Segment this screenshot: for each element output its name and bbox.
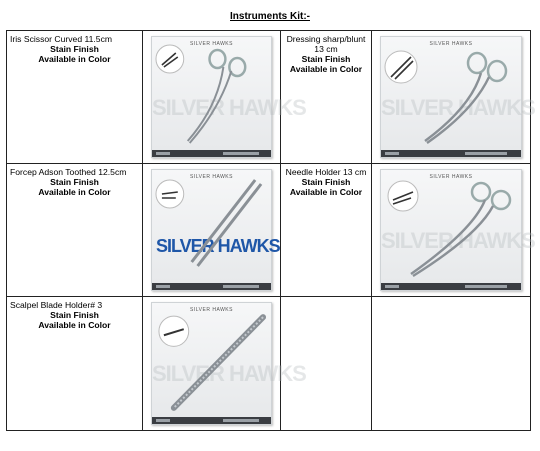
item-name: Forcep Adson Toothed 12.5cm (10, 167, 127, 177)
item-finish: Stain Finish (50, 44, 99, 54)
watermark: SILVER HAWKS (381, 94, 535, 120)
table-row (7, 31, 531, 164)
table-row (7, 164, 531, 297)
item-image-cell (143, 164, 281, 297)
watermark: SILVER HAWKS (152, 361, 306, 387)
item-color: Available in Color (38, 54, 111, 64)
brand-label: SILVER HAWKS (429, 41, 473, 47)
item-finish: Stain Finish (50, 177, 99, 187)
item-finish: Stain Finish (301, 177, 351, 187)
item-description (7, 31, 143, 164)
item-color: Available in Color (289, 64, 363, 74)
brand-label: SILVER HAWKS (190, 307, 233, 313)
brand-label: SILVER HAWKS (190, 174, 233, 180)
item-image-cell (143, 297, 306, 431)
item-finish: Stain Finish (50, 310, 99, 320)
item-finish: Stain Finish (301, 54, 351, 64)
watermark: SILVER HAWKS (381, 227, 535, 253)
item-color: Available in Color (289, 187, 363, 197)
item-description (7, 297, 143, 431)
empty-cell (372, 297, 531, 431)
item-name: Scalpel Blade Holder# 3 (10, 300, 103, 310)
item-name: Iris Scissor Curved 11.5cm (10, 34, 113, 44)
item-color: Available in Color (38, 187, 111, 197)
brand-label: SILVER HAWKS (190, 41, 233, 47)
dressing-scissor-image (380, 36, 535, 158)
item-image-cell (372, 31, 535, 164)
item-description (7, 164, 143, 297)
iris-scissor-image (151, 36, 306, 158)
brand-label: SILVER HAWKS (429, 174, 473, 180)
table-row (7, 297, 531, 431)
item-name: Needle Holder 13 cm (285, 167, 367, 177)
adson-forcep-image (151, 169, 280, 291)
needle-holder-image (380, 169, 535, 291)
page-title: Instruments Kit:- (230, 11, 310, 22)
scalpel-handle-image (151, 302, 306, 425)
item-description (281, 164, 372, 297)
instruments-table (6, 30, 535, 431)
watermark: SILVER HAWKS (152, 94, 306, 120)
item-image-cell (143, 31, 306, 164)
item-name: Dressing sharp/blunt 13 cm (286, 34, 366, 54)
item-image-cell (372, 164, 535, 297)
watermark-logo: SILVER HAWKS (156, 236, 280, 256)
item-color: Available in Color (38, 320, 111, 330)
